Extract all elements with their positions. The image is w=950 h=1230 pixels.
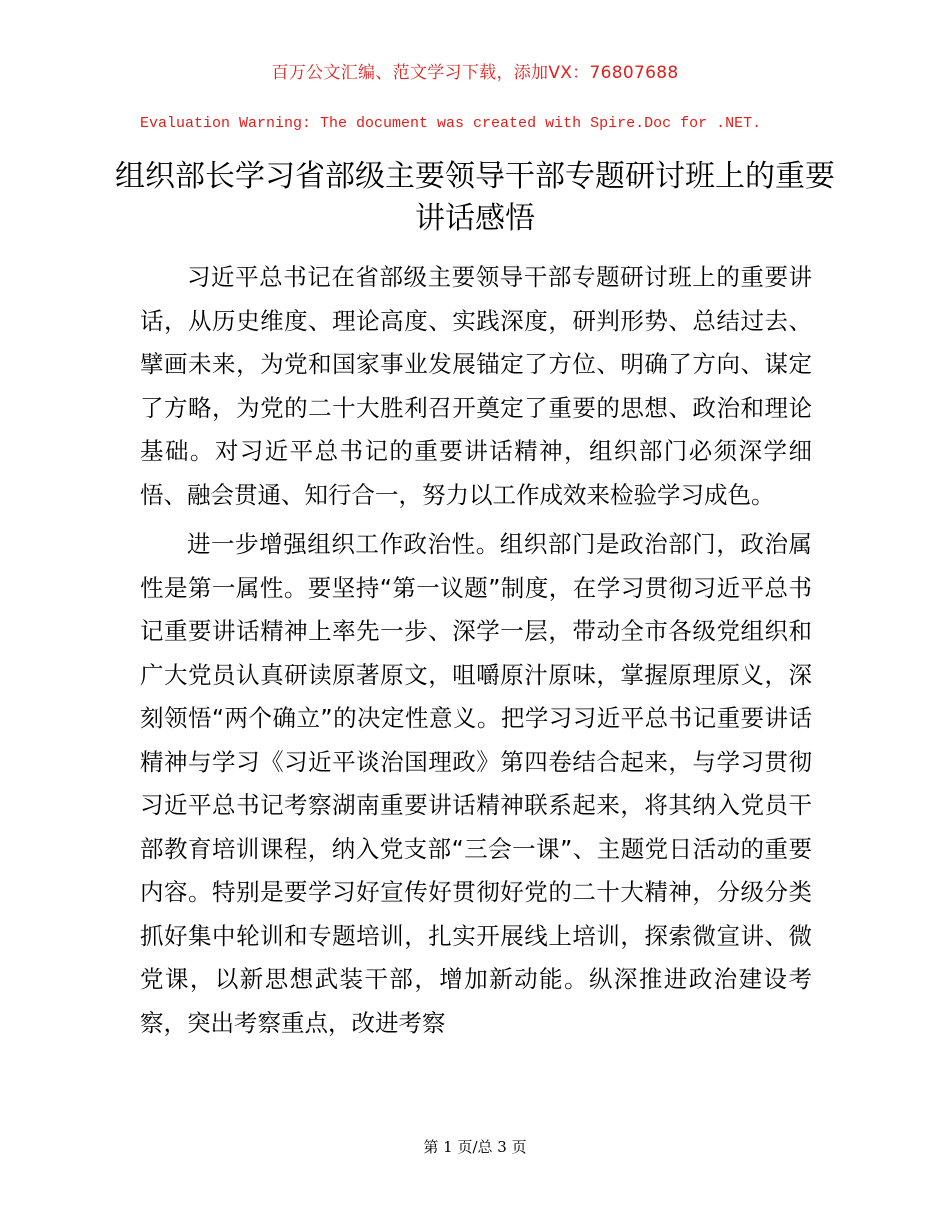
paragraph: 习近平总书记在省部级主要领导干部专题研讨班上的重要讲话，从历史维度、理论高度、实践深度，研判形势、总结过去、擘画未来，为党和国家事业发展锚定了方位、明确了方向、谋定了方略，为党的二十大胜利召开奠定了重要的思想、政治和理论基础。对习近平总书记的重要讲话精神，组织部门必须深学细悟、融会贯通、知行合一，努力以工作成效来检验学习成色。 [140,263,812,509]
document-title: 组织部长学习省部级主要领导干部专题研讨班上的重要讲话感悟 [115,159,835,236]
header-banner: 百万公文汇编、范文学习下载，添加VX：76807688 [271,63,679,83]
paragraph: 进一步增强组织工作政治性。组织部门是政治部门，政治属性是第一属性。要坚持“第一议题”制度，在学习贯彻习近平总书记重要讲话精神上率先一步、深学一层，带动全市各级党组织和广大党员认真研读原著原文，咀嚼原汁原味，掌握原理原义，深刻领悟“两个确立”的决定性意义。把学习习近平总书记重要讲话精神与学习《习近平谈治国理政》第四卷结合起来，与学习贯彻习近平总书记考察湖南重要讲话精神联系起来，将其纳入党员干部教育培训课程，纳入党支部“三会一课”、主题党日活动的重要内容。特别是要学习好宣传好贯彻好党的二十大精神，分级分类抓好集中轮训和专题培训，扎实开展线上培训，探索微宣讲、微党课，以新思想武装干部，增加新动能。纵深推进政治建设考察，突出考察重点，改进考察 [140,530,812,1037]
page-number: 第 1 页/总 3 页 [423,1138,527,1156]
evaluation-warning: Evaluation Warning: The document was created with Spire.Doc for .NET. [140,115,762,132]
document-body [140,256,812,1051]
